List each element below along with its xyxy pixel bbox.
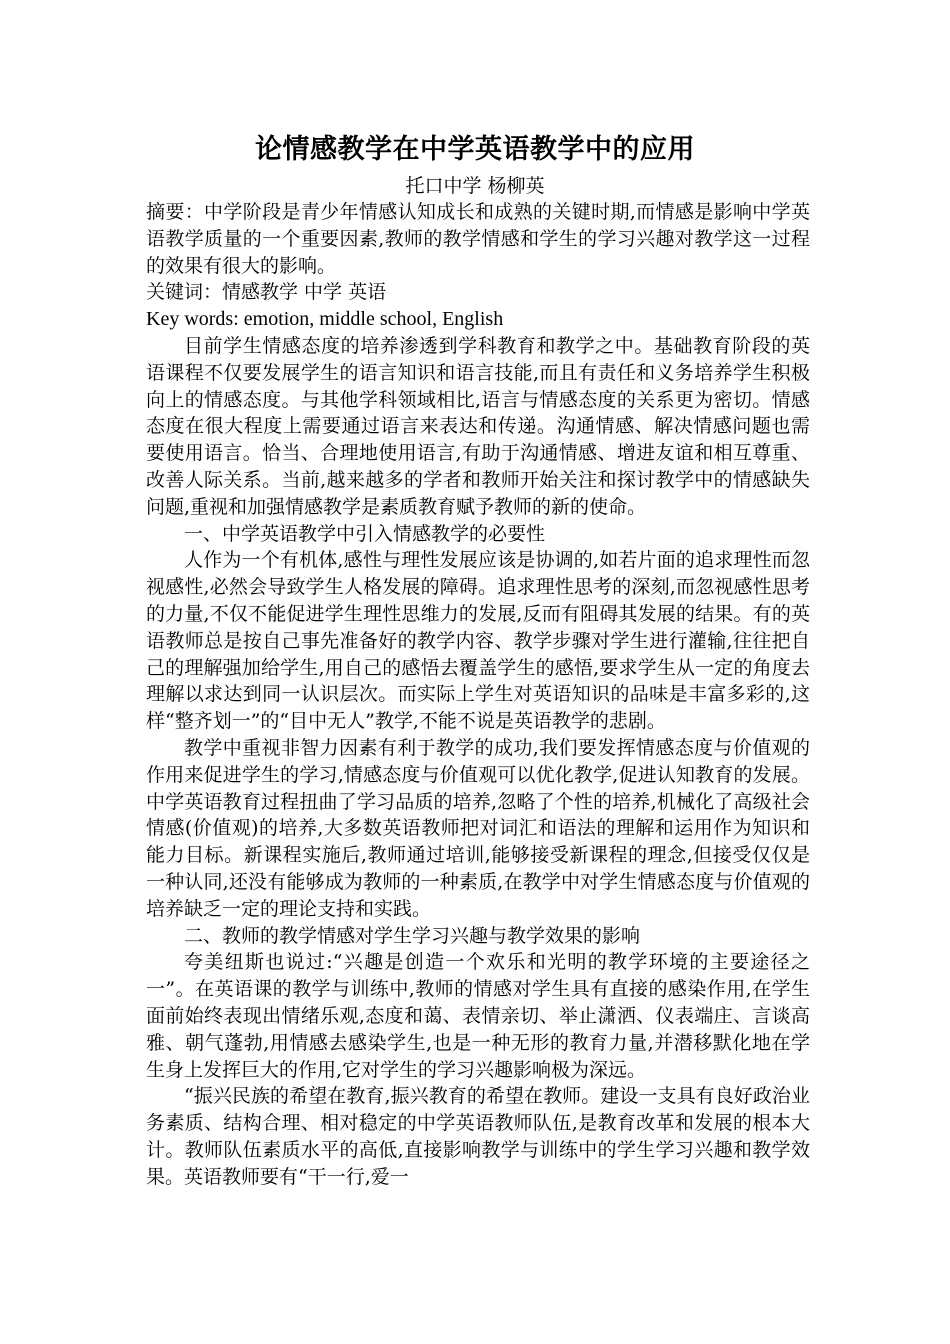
keywords-en: Key words: emotion, middle school, English: [146, 308, 504, 331]
section-heading-1: 一、中学英语教学中引入情感教学的必要性: [184, 522, 546, 545]
document-title: 论情感教学在中学英语教学中的应用: [255, 134, 695, 165]
paragraph: “振兴民族的希望在教育,振兴教育的希望在教师。建设一支具有良好政治业务素质、结构合理、相对稳定的中学英语教师队伍,是教育改革和发展的根本大计。教师队伍素质水平的高低,直接影响教学与训练中的学生学习兴趣和教学效果。英语教师要有“干一行,爱一: [146, 1085, 810, 1188]
paragraph-intro: 目前学生情感态度的培养渗透到学科教育和教学之中。基础教育阶段的英语课程不仅要发展学生的语言知识和语言技能,而且有责任和义务培养学生积极向上的情感态度。与其他学科领域相比,语言与情感态度的关系更为密切。情感态度在很大程度上需要通过语言来表达和传递。沟通情感、解决情感问题也需要使用语言。恰当、合理地使用语言,有助于沟通情感、增进友谊和相互尊重、改善人际关系。当前,越来越多的学者和教师开始关注和探讨教学中的情感缺失问题,重视和加强情感教学是素质教育赋予教师的新的使命。: [146, 334, 810, 518]
abstract: 摘要：中学阶段是青少年情感认知成长和成熟的关键时期,而情感是影响中学英语教学质量的一个重要因素,教师的教学情感和学生的学习兴趣对教学这一过程的效果有很大的影响。: [146, 201, 810, 277]
paragraph: 人作为一个有机体,感性与理性发展应该是协调的,如若片面的追求理性而忽视感性,必然会导致学生人格发展的障碍。追求理性思考的深刻,而忽视感性思考的力量,不仅不能促进学生理性思维力的发展,反而有阻碍其发展的结果。有的英语教师总是按自己事先准备好的教学内容、教学步骤对学生进行灌输,往往把自己的理解强加给学生,用自己的感悟去覆盖学生的感悟,要求学生从一定的角度去理解以求达到同一认识层次。而实际上学生对英语知识的品味是丰富多彩的,这样“整齐划一”的“目中无人”教学,不能不说是英语教学的悲剧。: [146, 549, 810, 733]
paragraph: 教学中重视非智力因素有利于教学的成功,我们要发挥情感态度与价值观的作用来促进学生的学习,情感态度与价值观可以优化教学,促进认知教育的发展。中学英语教育过程扭曲了学习品质的培养,忽略了个性的培养,机械化了高级社会情感(价值观)的培养,大多数英语教师把对词汇和语法的理解和运用作为知识和能力目标。新课程实施后,教师通过培训,能够接受新课程的理念,但接受仅仅是一种认同,还没有能够成为教师的一种素质,在教学中对学生情感态度与价值观的培养缺乏一定的理论支持和实践。: [146, 736, 810, 920]
keywords-cn: 关键词：情感教学 中学 英语: [146, 281, 387, 304]
paragraph: 夸美纽斯也说过:“兴趣是创造一个欢乐和光明的教学环境的主要途径之一”。在英语课的教学与训练中,教师的情感对学生具有直接的感染作用,在学生面前始终表现出情绪乐观,态度和蔼、表情亲切、举止潇洒、仪表端庄、言谈高雅、朝气蓬勃,用情感去感染学生,也是一种无形的教育力量,并潜移默化地在学生身上发挥巨大的作用,它对学生的学习兴趣影响极为深远。: [146, 951, 810, 1081]
section-heading-2: 二、教师的教学情感对学生学习兴趣与教学效果的影响: [184, 924, 641, 947]
document-author: 托口中学 杨柳英: [405, 175, 545, 197]
document-body: [146, 199, 810, 1190]
